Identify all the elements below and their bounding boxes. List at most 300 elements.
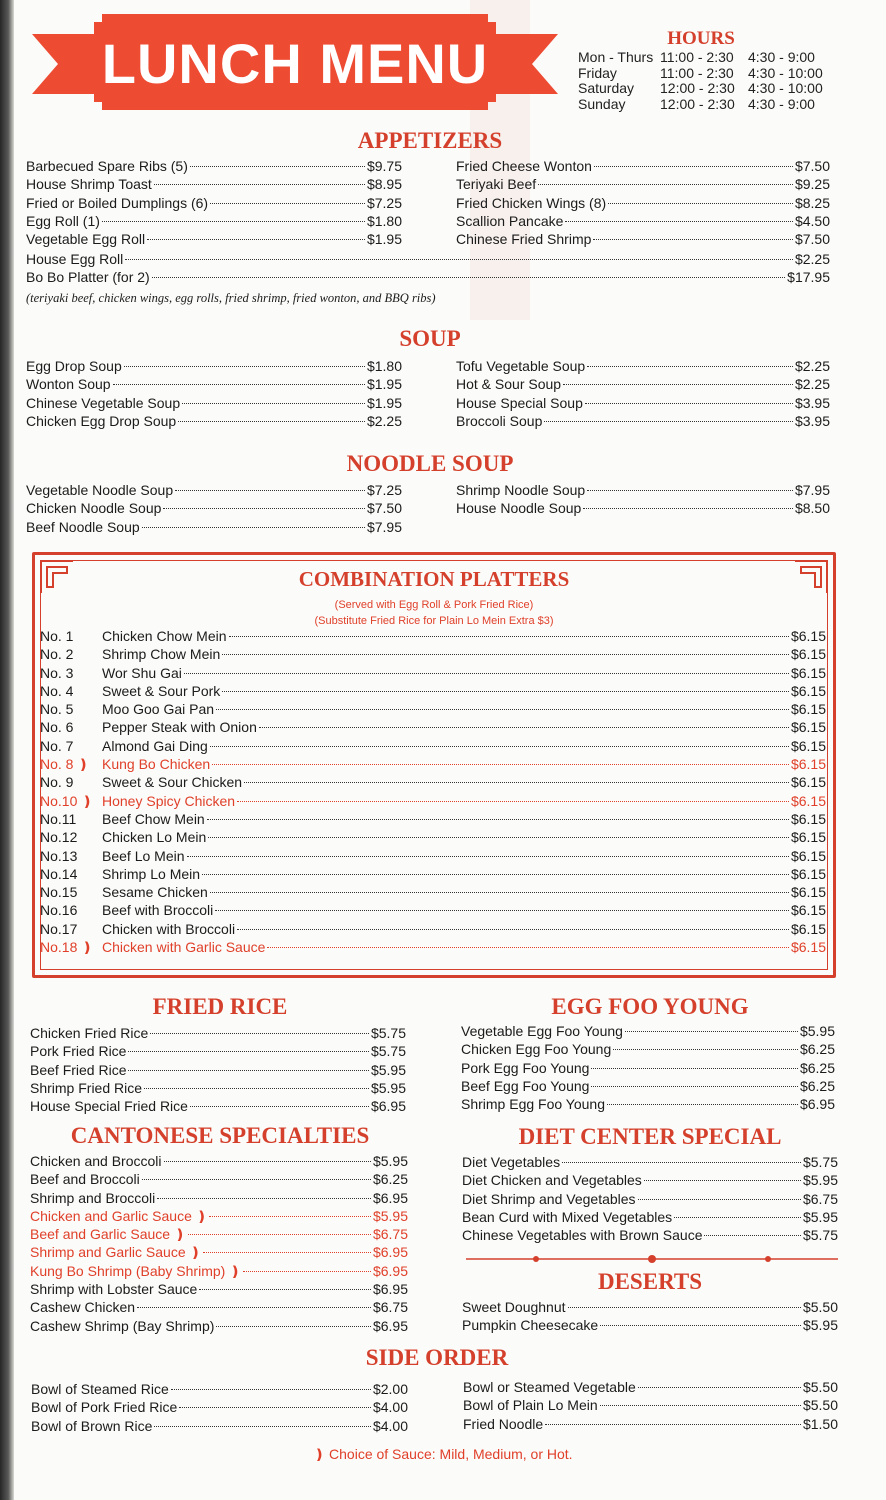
menu-item-name: Sesame Chicken — [102, 884, 208, 901]
menu-item — [462, 1171, 838, 1189]
dot-leader — [188, 1234, 371, 1235]
combination-platters-title: COMBINATION PLATTERS — [298, 567, 570, 591]
menu-item — [40, 773, 826, 791]
menu-item-name: Chicken Fried Rice — [30, 1025, 149, 1041]
menu-item-price: $2.25 — [794, 251, 830, 267]
menu-item-name: Cashew Shrimp (Bay Shrimp) — [30, 1317, 215, 1334]
noodle-soup-left-column — [26, 481, 402, 536]
menu-item-name: Beef Noodle Soup — [26, 518, 140, 535]
menu-item-name: Chicken with Broccoli — [102, 920, 236, 937]
menu-item — [30, 1243, 408, 1261]
menu-item-price: $6.25 — [372, 1171, 408, 1188]
menu-item-price: $5.95 — [802, 1172, 838, 1189]
menu-item-name: Chicken and Broccoli — [30, 1153, 162, 1169]
dot-leader — [182, 403, 365, 404]
menu-item-name: Kung Bo Shrimp (Baby Shrimp) ❫ — [30, 1262, 241, 1279]
fried-rice-list — [30, 1024, 406, 1115]
dot-leader — [154, 1426, 371, 1427]
dot-leader — [562, 1162, 801, 1163]
diet-center-title: DIET CENTER SPECIAL — [518, 1124, 782, 1149]
menu-item-number: No. 3 — [40, 664, 74, 681]
menu-item-name: Egg Drop Soup — [26, 358, 122, 374]
combination-subtitle: (Served with Egg Roll & Pork Fried Rice) — [334, 599, 534, 611]
menu-item-name: House Shrimp Toast — [26, 176, 152, 193]
dot-leader — [243, 1271, 371, 1272]
dot-leader — [152, 277, 785, 278]
menu-item-price: $6.15 — [790, 774, 826, 791]
hours-row — [578, 81, 848, 97]
menu-item — [40, 901, 826, 919]
menu-item-name: Honey Spicy Chicken — [102, 792, 236, 809]
menu-item — [26, 394, 402, 412]
menu-item-price: $6.15 — [790, 810, 826, 827]
dot-leader — [594, 166, 793, 167]
menu-item-name: Wor Shu Gai — [102, 664, 182, 681]
dot-leader — [565, 221, 793, 222]
menu-item — [456, 175, 830, 193]
menu-item-name: Shrimp Noodle Soup — [456, 482, 586, 498]
menu-item — [30, 1225, 408, 1243]
menu-item — [40, 700, 826, 718]
menu-item-number: No. 6 — [40, 719, 74, 736]
menu-item-number: No.11 — [40, 810, 77, 827]
menu-item-price: $6.15 — [790, 829, 826, 846]
menu-item — [456, 357, 830, 375]
menu-item-number: No. 5 — [40, 701, 74, 718]
menu-item — [456, 481, 830, 499]
menu-item — [26, 212, 402, 230]
dot-leader — [212, 764, 789, 765]
menu-item-price: $6.15 — [790, 719, 826, 736]
menu-item-number: No. 1 — [40, 628, 74, 644]
menu-item-price: $6.25 — [799, 1059, 835, 1076]
menu-item — [462, 1208, 838, 1226]
menu-item-name: Chicken and Garlic Sauce ❫ — [30, 1207, 208, 1224]
menu-item-price: $1.50 — [802, 1415, 838, 1432]
menu-item-number: No.14 — [40, 865, 78, 882]
menu-item-price: $6.95 — [372, 1317, 408, 1334]
hours-row — [578, 66, 848, 82]
menu-item-price: $7.50 — [794, 231, 830, 248]
menu-item — [40, 847, 826, 865]
dot-leader — [216, 1326, 371, 1327]
menu-item-name: Egg Roll (1) — [26, 212, 100, 229]
cantonese-specialties-list — [30, 1152, 408, 1335]
menu-item — [40, 645, 826, 663]
dot-leader — [144, 1088, 369, 1089]
menu-item-price: $7.95 — [794, 482, 830, 498]
menu-item — [26, 518, 402, 536]
menu-item — [30, 1170, 408, 1188]
menu-item — [31, 1380, 408, 1398]
menu-item-price: $6.15 — [790, 792, 826, 809]
menu-item — [26, 157, 402, 175]
hours-days: Mon - Thurs — [578, 49, 654, 65]
menu-item-price: $6.95 — [372, 1244, 408, 1261]
hours-days: Saturday — [578, 80, 635, 96]
menu-item-price: $6.75 — [802, 1190, 838, 1207]
hours-row — [578, 50, 848, 66]
menu-item — [30, 1024, 406, 1042]
dot-leader — [583, 508, 793, 509]
dot-leader — [187, 856, 789, 857]
menu-item-name: Cashew Chicken — [30, 1299, 136, 1316]
dot-leader — [125, 259, 793, 260]
menu-item-name: Sweet & Sour Chicken — [102, 774, 243, 791]
menu-item-price: $1.95 — [366, 231, 402, 248]
menu-item — [26, 481, 402, 499]
menu-item — [40, 737, 826, 755]
menu-item — [30, 1152, 408, 1170]
menu-item — [26, 499, 402, 517]
menu-item-price: $6.15 — [790, 756, 826, 773]
menu-item — [26, 357, 402, 375]
soup-left-column — [26, 357, 402, 430]
dot-leader — [150, 1033, 369, 1034]
menu-item-price: $8.50 — [794, 500, 830, 517]
menu-item-name: Beef and Garlic Sauce ❫ — [30, 1226, 186, 1243]
menu-item — [30, 1262, 408, 1280]
menu-item — [456, 230, 830, 248]
appetizers-title: APPETIZERS — [357, 128, 503, 153]
dot-leader — [607, 1104, 798, 1105]
menu-item-name: Kung Bo Chicken — [102, 756, 211, 773]
dot-leader — [184, 673, 789, 674]
dot-leader — [585, 403, 793, 404]
menu-item-price: $5.50 — [802, 1299, 838, 1315]
dot-leader — [244, 782, 789, 783]
menu-item-price: $6.95 — [372, 1189, 408, 1206]
menu-item-name: Shrimp and Broccoli — [30, 1189, 156, 1206]
menu-item-price: $6.15 — [790, 939, 826, 956]
menu-item-name: Vegetable Noodle Soup — [26, 482, 174, 498]
menu-item — [456, 412, 830, 430]
fried-rice-title: FRIED RICE — [152, 994, 288, 1019]
dot-leader — [222, 654, 789, 655]
menu-item-price: $5.75 — [370, 1025, 406, 1041]
menu-item-price: $5.95 — [370, 1079, 406, 1096]
menu-item-name: Bowl of Brown Rice — [31, 1417, 153, 1434]
menu-item-price: $1.95 — [366, 376, 402, 393]
menu-item-price: $7.50 — [794, 158, 830, 174]
menu-item — [40, 682, 826, 700]
menu-item — [30, 1061, 406, 1079]
menu-item — [456, 375, 830, 393]
menu-item-name: Fried Noodle — [463, 1415, 544, 1432]
menu-item — [40, 718, 826, 736]
menu-item-price: $5.95 — [372, 1207, 408, 1224]
menu-item — [30, 1079, 406, 1097]
deserts-list — [462, 1298, 838, 1335]
menu-item-price: $9.25 — [794, 176, 830, 193]
menu-item — [462, 1226, 838, 1244]
dot-leader — [147, 239, 365, 240]
menu-item — [40, 883, 826, 901]
dot-leader — [113, 384, 365, 385]
dot-leader — [215, 910, 789, 911]
dot-leader — [587, 490, 793, 491]
menu-item — [456, 212, 830, 230]
menu-item — [26, 194, 402, 212]
menu-item-name: Beef Fried Rice — [30, 1061, 127, 1078]
menu-item-price: $6.15 — [790, 701, 826, 718]
dot-leader — [563, 384, 793, 385]
menu-item — [30, 1207, 408, 1225]
menu-item-name: House Special Fried Rice — [30, 1098, 188, 1115]
menu-item-price: $5.95 — [370, 1061, 406, 1078]
menu-item-price: $6.15 — [790, 902, 826, 919]
menu-item — [463, 1396, 838, 1414]
menu-item-name: Bean Curd with Mixed Vegetables — [462, 1208, 673, 1225]
menu-item-name: Diet Shrimp and Vegetables — [462, 1190, 636, 1207]
dot-leader — [591, 1086, 798, 1087]
soup-right-column — [456, 357, 830, 430]
menu-item-price: $7.25 — [366, 482, 402, 498]
menu-item — [40, 664, 826, 682]
dot-leader — [157, 1198, 371, 1199]
dot-leader — [638, 1387, 801, 1388]
dot-leader — [538, 184, 793, 185]
menu-item-number: No. 9 — [40, 774, 74, 791]
menu-item-price: $8.95 — [366, 176, 402, 193]
menu-item-price: $1.80 — [366, 212, 402, 229]
dot-leader — [545, 1424, 801, 1425]
dot-leader — [164, 1161, 371, 1162]
menu-item-name: Shrimp Fried Rice — [30, 1079, 143, 1096]
hours-lunch: 12:00 - 2:30 — [660, 80, 735, 96]
dot-leader — [154, 184, 365, 185]
egg-foo-young-title: EGG FOO YOUNG — [551, 994, 749, 1019]
menu-item-price: $7.50 — [366, 500, 402, 517]
menu-item-price: $1.80 — [366, 358, 402, 374]
menu-item — [26, 175, 402, 193]
menu-item-name: Diet Chicken and Vegetables — [462, 1172, 642, 1189]
menu-item-name: Hot & Sour Soup — [456, 376, 562, 393]
menu-item-name: Chinese Vegetable Soup — [26, 394, 181, 411]
dot-leader — [625, 1031, 798, 1032]
bo-bo-platter-note: (teriyaki beef, chicken wings, egg rolls, fried shrimp, fried wonton, and BBQ ribs) — [26, 291, 436, 305]
menu-item — [30, 1097, 406, 1115]
dot-leader — [267, 947, 789, 948]
menu-item-name: Chicken Egg Foo Young — [461, 1041, 612, 1058]
dot-leader — [179, 1407, 371, 1408]
dot-leader — [600, 1405, 801, 1406]
menu-item-number: No. 4 — [40, 682, 74, 699]
dot-leader — [175, 490, 365, 491]
menu-item-price: $6.95 — [370, 1098, 406, 1115]
noodle-soup-title: NOODLE SOUP — [346, 451, 514, 476]
noodle-soup-right-column — [456, 481, 830, 518]
menu-item — [461, 1095, 835, 1113]
menu-item-name: Pumpkin Cheesecake — [462, 1317, 599, 1334]
menu-item — [462, 1153, 838, 1171]
menu-item-name: Vegetable Egg Foo Young — [461, 1023, 623, 1039]
menu-item-name: Bowl of Steamed Rice — [31, 1381, 169, 1397]
combination-platters-list — [40, 627, 826, 956]
dot-leader — [190, 1106, 369, 1107]
menu-item-name: Chicken Chow Mein — [102, 628, 227, 644]
menu-item-name: Sweet & Sour Pork — [102, 682, 221, 699]
dot-leader — [644, 1180, 801, 1181]
page-edge — [0, 0, 14, 1500]
menu-item-price: $2.25 — [794, 358, 830, 374]
menu-item — [26, 230, 402, 248]
dot-leader — [237, 929, 789, 930]
menu-item-price: $1.95 — [366, 394, 402, 411]
soup-title: SOUP — [399, 326, 461, 351]
menu-item-number: No.17 — [40, 920, 78, 937]
dot-leader — [600, 1325, 801, 1326]
menu-item — [30, 1042, 406, 1060]
appetizers-left-column — [26, 157, 402, 248]
menu-item-number: No.15 — [40, 884, 78, 901]
menu-item-name: Almond Gai Ding — [102, 737, 208, 754]
menu-item-name: Chicken Lo Mein — [102, 829, 207, 846]
menu-item-name: Beef with Broccoli — [102, 902, 214, 919]
menu-item — [462, 1316, 838, 1334]
menu-item — [456, 499, 830, 517]
dot-leader — [568, 1307, 801, 1308]
menu-item-price: $6.95 — [372, 1262, 408, 1279]
menu-item-price: $5.95 — [372, 1153, 408, 1169]
menu-item-name: Shrimp Egg Foo Young — [461, 1096, 605, 1113]
menu-item-price: $6.15 — [790, 664, 826, 681]
menu-item — [26, 375, 402, 393]
hours-row — [578, 97, 848, 113]
menu-item-price: $8.25 — [794, 194, 830, 211]
hours-lunch: 11:00 - 2:30 — [660, 49, 734, 65]
dot-leader — [128, 1051, 368, 1052]
menu-item-price: $6.75 — [372, 1299, 408, 1316]
dot-leader — [210, 892, 789, 893]
menu-item-number: No.10 ❫ — [40, 792, 93, 809]
dot-leader — [674, 1217, 801, 1218]
menu-item — [30, 1189, 408, 1207]
ornamental-divider-icon — [466, 1252, 838, 1266]
menu-item — [461, 1077, 835, 1095]
menu-item — [30, 1317, 408, 1335]
combination-substitute-note: (Substitute Fried Rice for Plain Lo Mein Extra $3) — [314, 615, 554, 627]
menu-item-price: $5.95 — [799, 1023, 835, 1039]
hours-days: Sunday — [578, 95, 626, 112]
hours-dinner: 4:30 - 9:00 — [748, 49, 815, 65]
menu-item-name: Chinese Vegetables with Brown Sauce — [462, 1227, 703, 1244]
menu-item-name: Broccoli Soup — [456, 412, 543, 429]
menu-item — [30, 1298, 408, 1316]
side-order-right-column — [463, 1378, 838, 1433]
menu-item-name: Fried or Boiled Dumplings (6) — [26, 194, 209, 211]
menu-item-name: Chicken Noodle Soup — [26, 500, 162, 517]
appetizers-right-column — [456, 157, 830, 248]
dot-leader — [142, 527, 365, 528]
menu-item-name: House Noodle Soup — [456, 500, 582, 517]
dot-leader — [128, 1070, 368, 1071]
menu-item-name: House Egg Roll — [26, 251, 124, 267]
dot-leader — [222, 691, 789, 692]
dot-leader — [229, 636, 789, 637]
menu-item — [31, 1417, 408, 1435]
menu-item-price: $5.75 — [802, 1154, 838, 1170]
dot-leader — [124, 366, 365, 367]
menu-item — [462, 1298, 838, 1316]
menu-item-price: $6.15 — [790, 884, 826, 901]
menu-item-price: $5.75 — [802, 1227, 838, 1244]
menu-item-price: $6.15 — [790, 865, 826, 882]
menu-item — [40, 755, 826, 773]
dot-leader — [638, 1199, 801, 1200]
dot-leader — [613, 1049, 798, 1050]
menu-item — [461, 1059, 835, 1077]
menu-item-price: $6.15 — [790, 847, 826, 864]
menu-item-price: $7.95 — [366, 518, 402, 535]
dot-leader — [593, 239, 793, 240]
dot-leader — [209, 1216, 370, 1217]
menu-item — [40, 828, 826, 846]
menu-item-name: Fried Cheese Wonton — [456, 158, 592, 174]
menu-item-name: Bowl of Plain Lo Mein — [463, 1397, 598, 1414]
menu-item-name: Pork Egg Foo Young — [461, 1059, 590, 1076]
menu-item-name: Tofu Vegetable Soup — [456, 358, 586, 374]
menu-item-price: $6.95 — [799, 1096, 835, 1113]
menu-item-name: Shrimp Lo Mein — [102, 865, 201, 882]
menu-item — [461, 1022, 835, 1040]
cantonese-specialties-title: CANTONESE SPECIALTIES — [70, 1123, 370, 1148]
dot-leader — [202, 874, 789, 875]
menu-item-name: Shrimp Chow Mein — [102, 646, 221, 663]
menu-item-name: Chicken Egg Drop Soup — [26, 412, 177, 429]
menu-item-name: Beef Chow Mein — [102, 810, 205, 827]
side-order-left-column — [31, 1380, 408, 1435]
menu-item-number: No.16 — [40, 902, 78, 919]
menu-item — [31, 1398, 408, 1416]
dot-leader — [587, 366, 793, 367]
menu-item-name: Wonton Soup — [26, 376, 111, 393]
menu-item — [40, 865, 826, 883]
menu-item-number: No.18 ❫ — [40, 939, 93, 956]
hours-title: HOURS — [667, 28, 735, 49]
menu-item-price: $5.95 — [802, 1317, 838, 1334]
dot-leader — [178, 421, 365, 422]
menu-item-price: $6.25 — [799, 1077, 835, 1094]
appetizers-full-width — [26, 250, 830, 287]
menu-item-price: $5.75 — [370, 1043, 406, 1060]
menu-item — [26, 250, 830, 268]
menu-item-name: Beef Lo Mein — [102, 847, 185, 864]
menu-item-name: Beef Egg Foo Young — [461, 1077, 590, 1094]
menu-item-price: $2.25 — [794, 376, 830, 393]
menu-item-price: $3.95 — [794, 412, 830, 429]
menu-item-price: $17.95 — [787, 269, 830, 286]
sauce-choice-footnote: ❫ Choice of Sauce: Mild, Medium, or Hot. — [313, 1446, 573, 1462]
dot-leader — [199, 1289, 371, 1290]
menu-item-price: $6.25 — [799, 1041, 835, 1058]
menu-item-name: Barbecued Spare Ribs (5) — [26, 158, 188, 174]
hours-panel — [578, 28, 848, 112]
menu-item-name: Shrimp and Garlic Sauce ❫ — [30, 1244, 202, 1261]
dot-leader — [190, 166, 365, 167]
dot-leader — [259, 727, 789, 728]
menu-item-name: Diet Vegetables — [462, 1154, 561, 1170]
menu-item — [456, 194, 830, 212]
menu-item-name: Beef and Broccoli — [30, 1171, 140, 1188]
dot-leader — [591, 1068, 798, 1069]
menu-item-price: $5.50 — [802, 1397, 838, 1414]
dot-leader — [203, 1252, 371, 1253]
menu-item — [40, 920, 826, 938]
hours-dinner: 4:30 - 10:00 — [748, 80, 823, 96]
menu-item-price: $7.25 — [366, 194, 402, 211]
dot-leader — [137, 1307, 371, 1308]
